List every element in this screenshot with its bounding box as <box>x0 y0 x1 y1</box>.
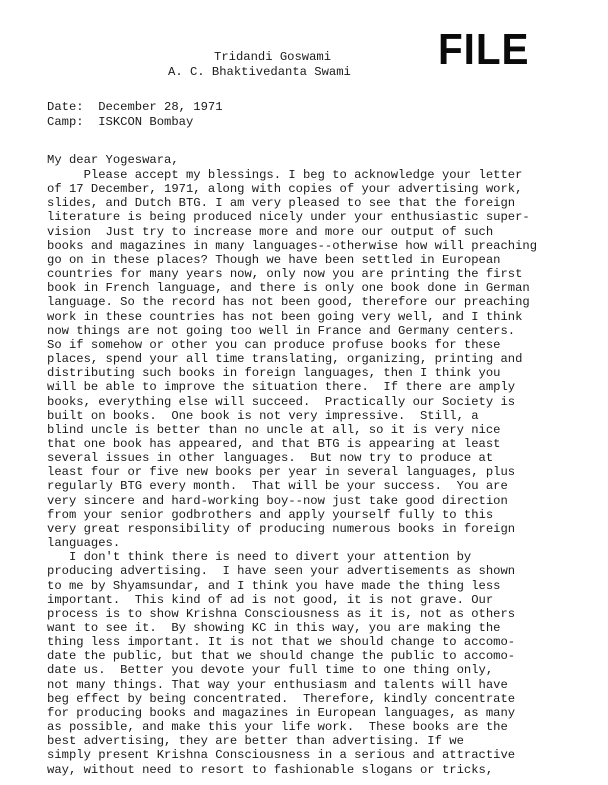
body-line: date us. Better you devote your full time to one thing only, <box>47 663 494 678</box>
letterhead-name: A. C. Bhaktivedanta Swami <box>168 65 351 79</box>
body-line: built on books. One book is not very impressive. Still, a <box>47 408 479 423</box>
body-line: language. So the record has not been good, therefore our preaching <box>47 295 530 310</box>
body-line: now things are not going too well in France and Germany centers. <box>47 323 516 338</box>
body-line: places, spend your all time translating, organizing, printing and <box>47 352 523 367</box>
body-line: date the public, but that we should change the public to accomo- <box>47 649 516 664</box>
letter-meta <box>47 100 223 130</box>
body-line: very great responsibility of producing numerous books in foreign <box>47 521 516 536</box>
body-line: regularly BTG every month. That will be your success. You are <box>47 479 508 494</box>
body-line: I don't think there is need to divert your attention by <box>47 550 472 565</box>
body-line: books and magazines in many languages--otherwise how will preaching <box>47 238 538 253</box>
body-line: that one book has appeared, and that BTG is appearing at least <box>47 436 501 451</box>
body-line: several issues in other languages. But now try to produce at <box>47 451 494 466</box>
date-value: December 28, 1971 <box>98 100 223 114</box>
body-line: very sincere and hard-working boy--now just take good direction <box>47 493 508 508</box>
letterhead <box>168 50 351 80</box>
file-stamp: FILE <box>438 25 530 74</box>
date-row <box>47 100 223 115</box>
body-line: best advertising, they are better than advertising. If we <box>47 734 464 749</box>
letter-body <box>47 168 595 777</box>
body-line: So if somehow or other you can produce profuse books for these <box>47 337 501 352</box>
body-line: of 17 December, 1971, along with copies of your advertising work, <box>47 182 523 197</box>
body-line: blind uncle is better than no uncle at all, so it is very nice <box>47 422 501 437</box>
camp-label: Camp: <box>47 115 84 129</box>
body-line: Please accept my blessings. I beg to acknowledge your letter <box>47 168 523 182</box>
body-line: to me by Shyamsundar, and I think you have made the thing less <box>47 578 501 593</box>
body-line: producing advertising. I have seen your advertisements as shown <box>47 564 516 579</box>
body-line: simply present Krishna Consciousness in a serious and attractive <box>47 748 516 763</box>
body-line: book in French language, and there is only one book done in German <box>47 281 530 296</box>
body-line: for producing books and magazines in European languages, as many <box>47 705 516 720</box>
body-line: vision Just try to increase more and more our output of such <box>47 224 494 239</box>
body-line: not many things. That way your enthusiasm and talents will have <box>47 677 508 692</box>
body-line: as possible, and make this your life work. These books are the <box>47 720 508 735</box>
body-line: work in these countries has not been going very well, and I think <box>47 309 523 324</box>
body-line: countries for many years now, only now you are printing the first <box>47 267 523 282</box>
body-line: important. This kind of ad is not good, it is not grave. Our <box>47 592 494 607</box>
body-line: least four or five new books per year in several languages, plus <box>47 465 516 480</box>
salutation: My dear Yogeswara, <box>47 153 179 167</box>
camp-value: ISKCON Bombay <box>98 115 194 129</box>
body-line: want to see it. By showing KC in this way, you are making the <box>47 621 501 635</box>
body-line: will be able to improve the situation there. If there are amply <box>47 380 516 395</box>
body-line: literature is being produced nicely under your enthusiastic super- <box>47 210 530 225</box>
body-line: from your senior godbrothers and apply yourself fully to this <box>47 507 494 522</box>
body-line: way, without need to resort to fashionable slogans or tricks, <box>47 762 494 777</box>
body-line: books, everything else will succeed. Practically our Society is <box>47 394 516 409</box>
camp-row <box>47 115 223 130</box>
body-line: languages. <box>47 536 121 551</box>
body-line: slides, and Dutch BTG. I am very pleased to see that the foreign <box>47 196 516 211</box>
body-line: distributing such books in foreign languages, then I think you <box>47 366 501 381</box>
letterhead-title: Tridandi Goswami <box>214 50 332 64</box>
body-line: go on in these places? Though we have been settled in European <box>47 252 501 267</box>
body-line: process is to show Krishna Consciousness as it is, not as others <box>47 606 516 621</box>
date-label: Date: <box>47 100 84 114</box>
body-line: beg effect by being concentrated. Therefore, kindly concentrate <box>47 691 516 706</box>
body-line: thing less important. It is not that we should change to accomo- <box>47 635 516 650</box>
